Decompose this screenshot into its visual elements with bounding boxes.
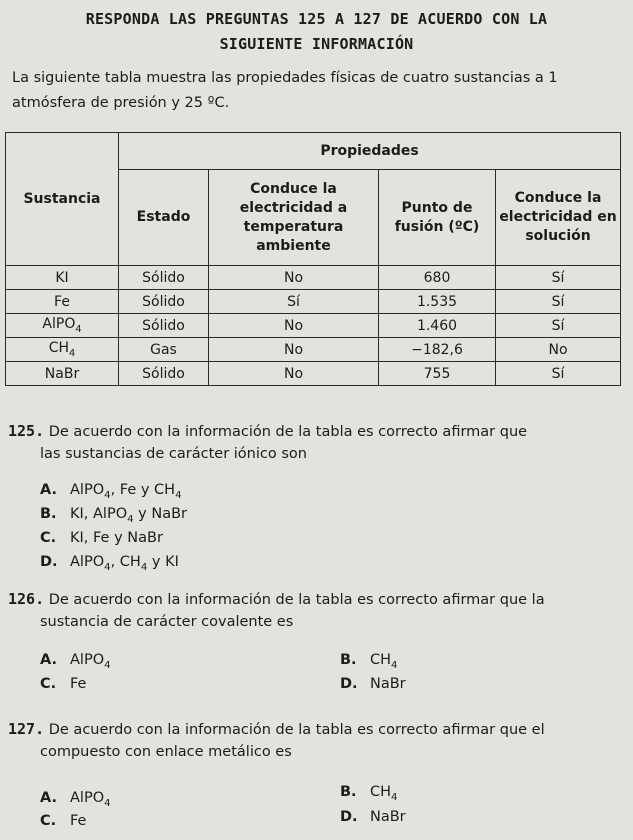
table-row — [6, 314, 621, 338]
table-row — [6, 266, 621, 290]
question-text-line1: De acuerdo con la información de la tabla es correcto afirmar que la — [48, 592, 545, 608]
option-127-c[interactable]: C. Fe — [40, 813, 87, 829]
option-126-d[interactable]: D. NaBr — [340, 676, 406, 692]
option-126-c[interactable]: C. Fe — [40, 676, 87, 692]
table-row — [6, 338, 621, 362]
cell-melting-point: 1.535 — [379, 290, 496, 314]
option-126-a[interactable]: A. AlPO$_4$ — [40, 652, 111, 671]
question-126-stem — [8, 588, 628, 612]
header-conduct-ambient: Conduce la electricidad a temperatura ambiente — [209, 170, 379, 266]
question-text-line1: De acuerdo con la información de la tabla es correcto afirmar que el — [48, 722, 545, 738]
question-number: 127. — [8, 720, 45, 738]
header-conduct-solution: Conduce la electricidad en solución — [496, 170, 621, 266]
cell-substance: Fe — [6, 290, 119, 314]
option-125-d[interactable]: D. AlPO$_4$, $CH_4$ y KI — [40, 554, 179, 573]
option-127-a[interactable]: A. AlPO$_4$ — [40, 790, 111, 809]
intro-line1: La siguiente tabla muestra las propiedades físicas de cuatro sustancias a 1 — [12, 70, 558, 86]
cell-substance: $CH_4$ — [6, 338, 119, 362]
question-text-line2: sustancia de carácter covalente es — [40, 614, 294, 630]
question-text-line1: De acuerdo con la información de la tabla es correcto afirmar que — [48, 424, 528, 440]
cell-conduct-solution: Sí — [496, 314, 621, 338]
option-125-b[interactable]: B. KI, AlPO$_4$ y NaBr — [40, 506, 188, 525]
properties-table — [5, 132, 621, 386]
cell-conduct-solution: No — [496, 338, 621, 362]
option-125-a[interactable]: A. AlPO$_4$, Fe y $CH_4$ — [40, 482, 182, 501]
cell-melting-point: −182,6 — [379, 338, 496, 362]
cell-state: Sólido — [119, 362, 209, 386]
question-125-stem — [8, 420, 628, 444]
cell-conduct-ambient: No — [209, 338, 379, 362]
cell-substance: KI — [6, 266, 119, 290]
option-127-d[interactable]: D. NaBr — [340, 809, 406, 825]
header-substance: Sustancia — [6, 133, 119, 266]
cell-conduct-ambient: No — [209, 266, 379, 290]
option-127-b[interactable]: B. $CH_4$ — [340, 784, 398, 803]
cell-melting-point: 1.460 — [379, 314, 496, 338]
table-row — [6, 290, 621, 314]
question-127-stem — [8, 718, 628, 742]
cell-conduct-solution: Sí — [496, 362, 621, 386]
cell-melting-point: 680 — [379, 266, 496, 290]
cell-substance: NaBr — [6, 362, 119, 386]
cell-conduct-ambient: Sí — [209, 290, 379, 314]
cell-melting-point: 755 — [379, 362, 496, 386]
question-text-line2: las sustancias de carácter iónico son — [40, 446, 307, 462]
header-state: Estado — [119, 170, 209, 266]
cell-conduct-ambient: No — [209, 314, 379, 338]
cell-conduct-solution: Sí — [496, 290, 621, 314]
cell-state: Sólido — [119, 314, 209, 338]
question-number: 126. — [8, 590, 45, 608]
section-heading-line1: RESPONDA LAS PREGUNTAS 125 A 127 DE ACUERDO CON LA — [85, 10, 548, 28]
header-properties: Propiedades — [119, 133, 621, 170]
option-125-c[interactable]: C. KI, Fe y NaBr — [40, 530, 163, 546]
table-row — [6, 362, 621, 386]
question-number: 125. — [8, 422, 45, 440]
option-126-b[interactable]: B. $CH_4$ — [340, 652, 398, 671]
cell-state: Sólido — [119, 290, 209, 314]
intro-line2: atmósfera de presión y 25 ºC. — [12, 95, 230, 111]
cell-substance: AlPO$_4$ — [6, 314, 119, 338]
header-melting-point: Punto de fusión (ºC) — [379, 170, 496, 266]
cell-conduct-solution: Sí — [496, 266, 621, 290]
cell-state: Sólido — [119, 266, 209, 290]
cell-state: Gas — [119, 338, 209, 362]
section-heading-line2: SIGUIENTE INFORMACIÓN — [219, 35, 414, 53]
question-text-line2: compuesto con enlace metálico es — [40, 744, 292, 760]
cell-conduct-ambient: No — [209, 362, 379, 386]
